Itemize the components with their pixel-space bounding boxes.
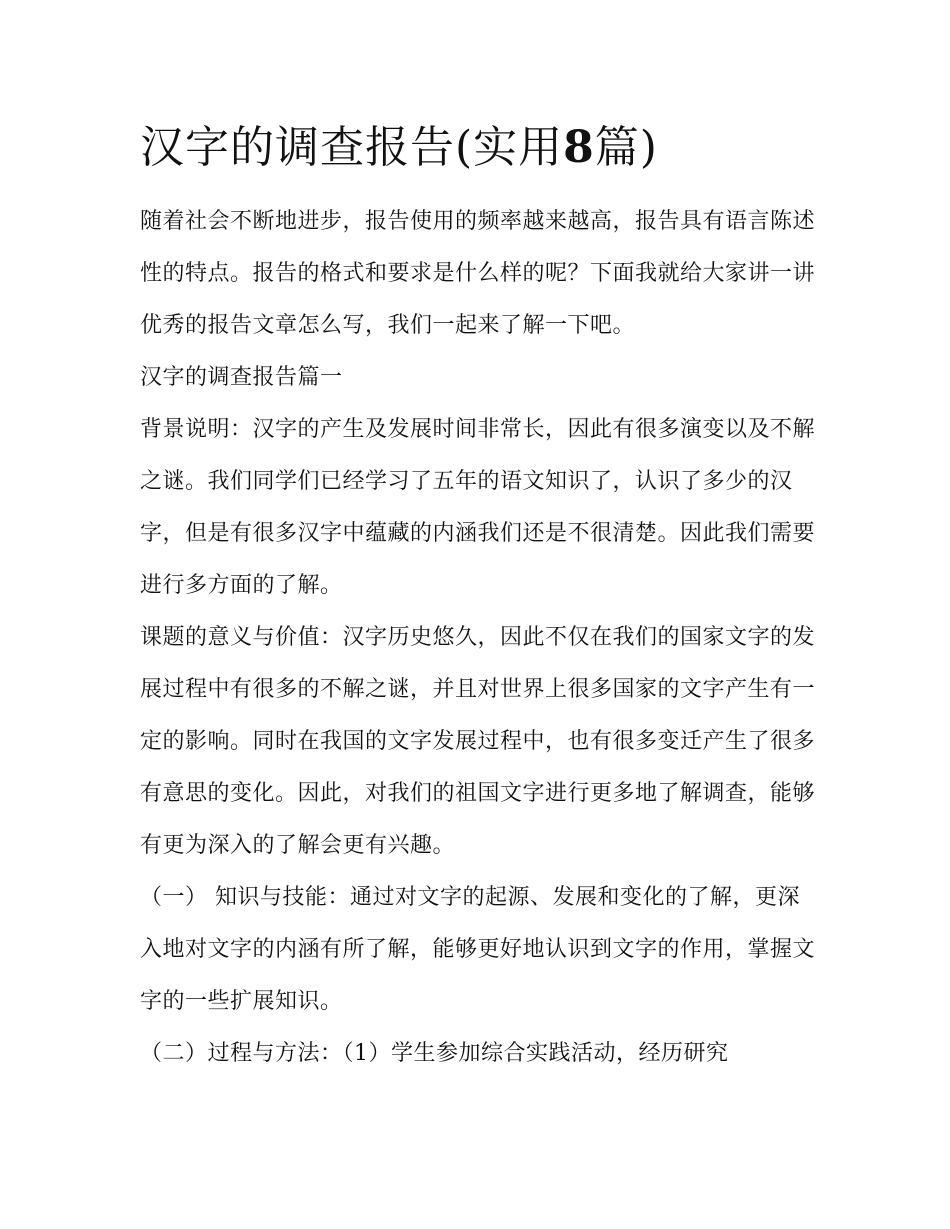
section-heading: 汉字的调查报告篇一 [140,365,343,390]
document-page [140,112,820,1080]
title-text: 汉字的调查报告(实用 [140,122,564,173]
intro-paragraph: 随着社会不断地进步，报告使用的频率越来越高，报告具有语言陈述性的特点。报告的格式和要求是什么样的呢？下面我就给大家讲一讲优秀的报告文章怎么写，我们一起来了解一下吧。 [140,209,816,338]
title-suffix: 篇) [594,122,658,173]
knowledge-skills-paragraph: （一） 知识与技能：通过对文字的起源、发展和变化的了解，更深入地对文字的内涵有所了解，能够更好地认识到文字的作用，掌握文字的一些扩展知识。 [140,885,816,1014]
background-paragraph: 背景说明：汉字的产生及发展时间非常长，因此有很多演变以及不解之谜。我们同学们已经学习了五年的语文知识了，认识了多少的汉字，但是有很多汉字中蕴藏的内涵我们还是不很清楚。因此我们需要进行多方面的了解。 [140,417,816,598]
document-title [140,112,820,184]
title-number: 8 [563,122,595,173]
process-methods-paragraph: （二）过程与方法：（1）学生参加综合实践活动，经历研究 [140,1041,729,1066]
significance-paragraph: 课题的意义与价值：汉字历史悠久，因此不仅在我们的国家文字的发展过程中有很多的不解之谜，并且对世界上很多国家的文字产生有一定的影响。同时在我国的文字发展过程中，也有很多变迁产生了很多有意思的变化。因此，对我们的祖国文字进行更多地了解调查，能够有更为深入的了解会更有兴趣。 [140,625,816,858]
